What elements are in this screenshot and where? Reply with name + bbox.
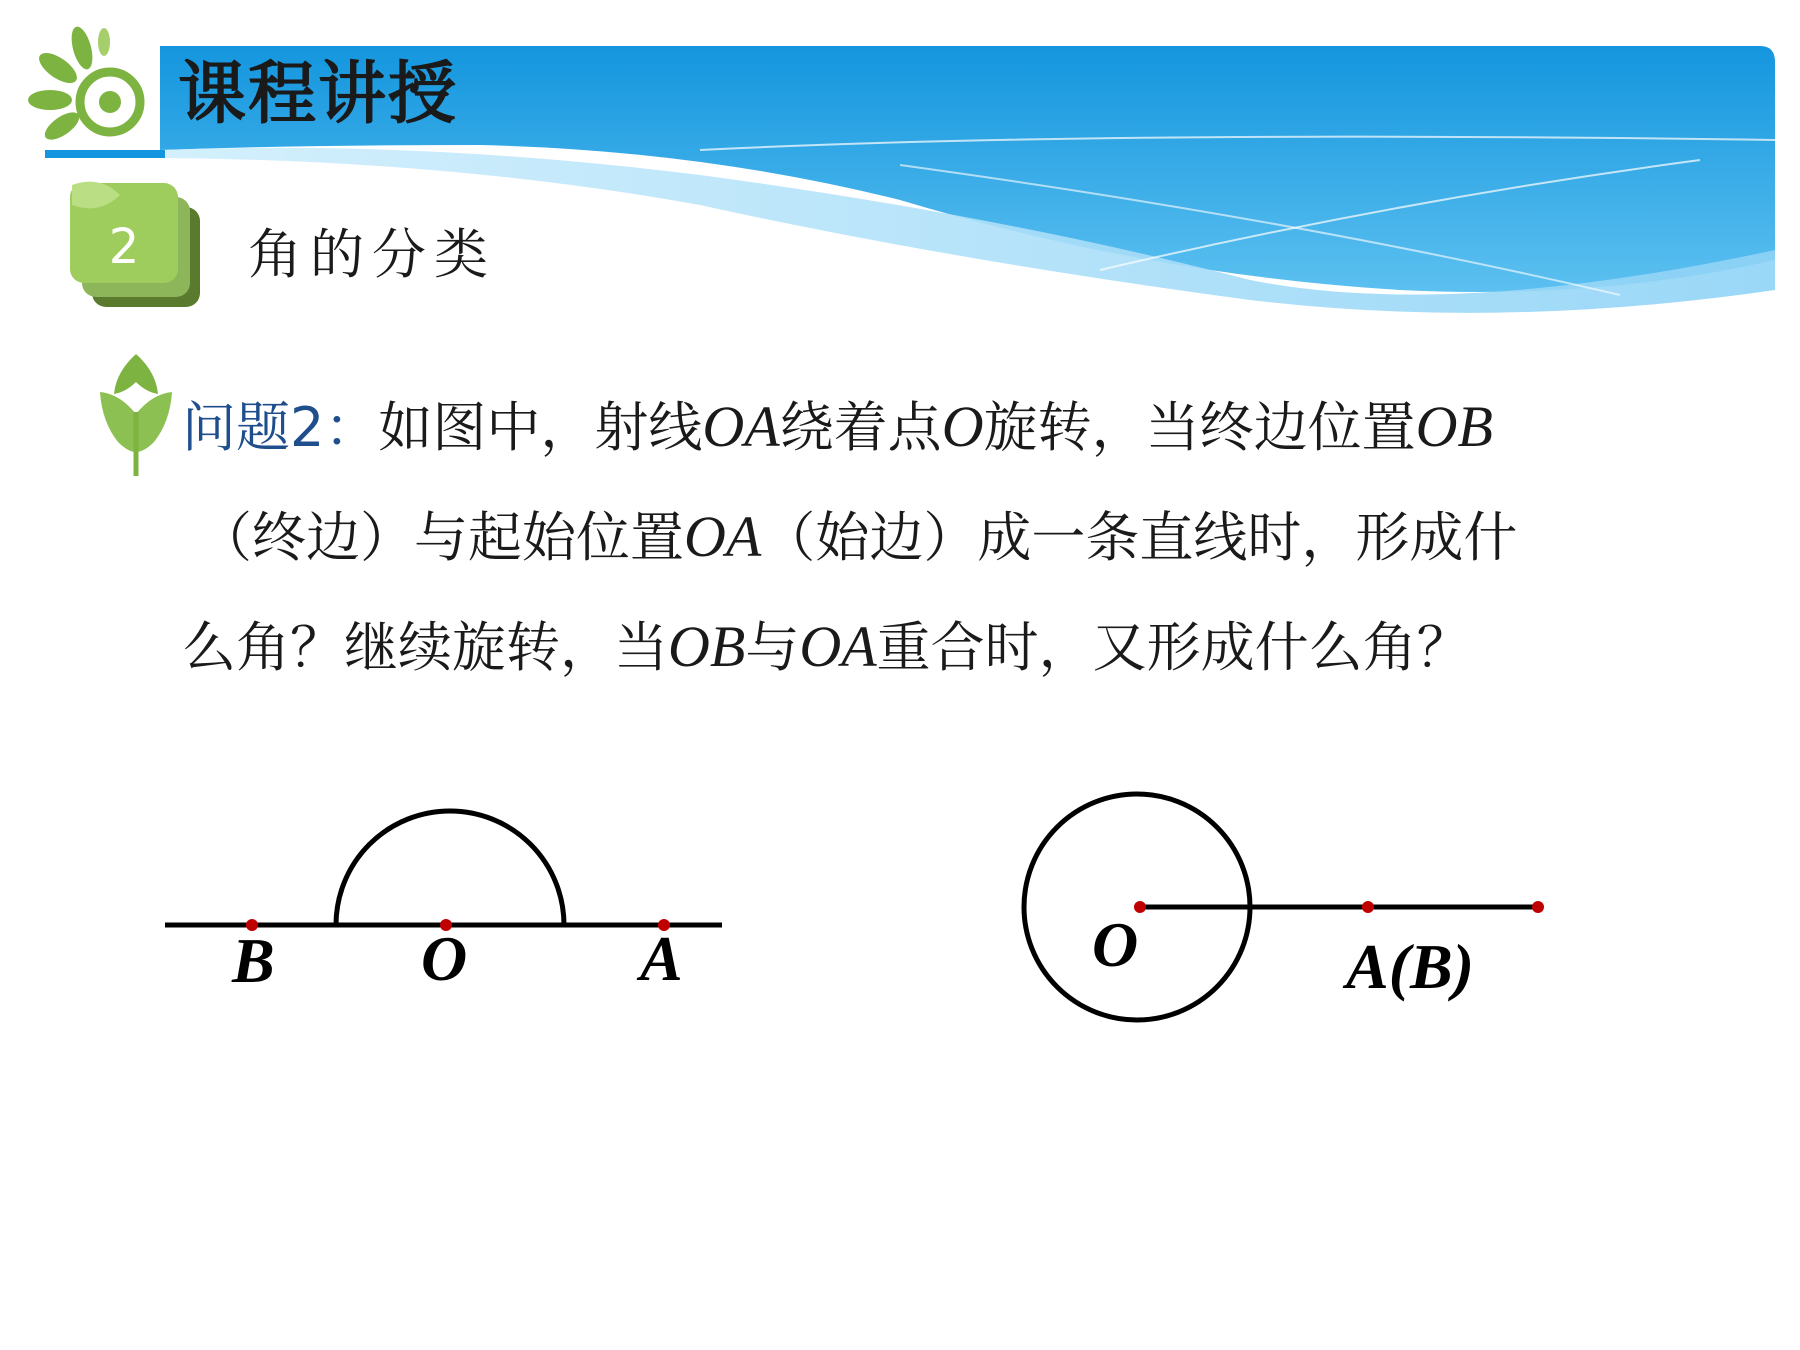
full-angle-diagram <box>1024 794 1544 1020</box>
straight-angle-diagram <box>165 811 722 996</box>
math-OB: OB <box>1415 394 1493 459</box>
text-segment: 与 <box>745 616 800 679</box>
math-OA: OA <box>684 504 762 569</box>
text-segment: 如图中，射线 <box>378 396 703 459</box>
section-title: 角的分类 <box>248 223 496 286</box>
page-title: 课程讲授 <box>178 55 459 134</box>
label-O: O <box>421 923 468 994</box>
math-OA: OA <box>702 394 780 459</box>
text-segment: （终边）与起始位置 <box>198 506 684 569</box>
label-B: B <box>232 925 275 996</box>
math-OB: OB <box>668 614 746 679</box>
label-A: A <box>640 923 683 994</box>
text-segment: （始边）成一条直线时，形成什 <box>761 506 1518 569</box>
question-label: 问题2： <box>182 396 379 459</box>
math-OA: OA <box>799 614 877 679</box>
text-segment: 重合时，又形成什么角？ <box>876 616 1471 679</box>
text-segment: 么角？继续旋转，当 <box>182 616 668 679</box>
ray-end-point <box>1532 901 1544 913</box>
label-AB: A(B) <box>1346 931 1474 1002</box>
svg-text:2: 2 <box>108 219 140 275</box>
semicircle-arc <box>336 811 564 925</box>
math-O: O <box>941 394 984 459</box>
text-segment: 绕着点 <box>779 396 942 459</box>
label-O: O <box>1092 909 1139 980</box>
point-AB <box>1362 901 1374 913</box>
text-segment: 旋转，当终边位置 <box>983 396 1416 459</box>
